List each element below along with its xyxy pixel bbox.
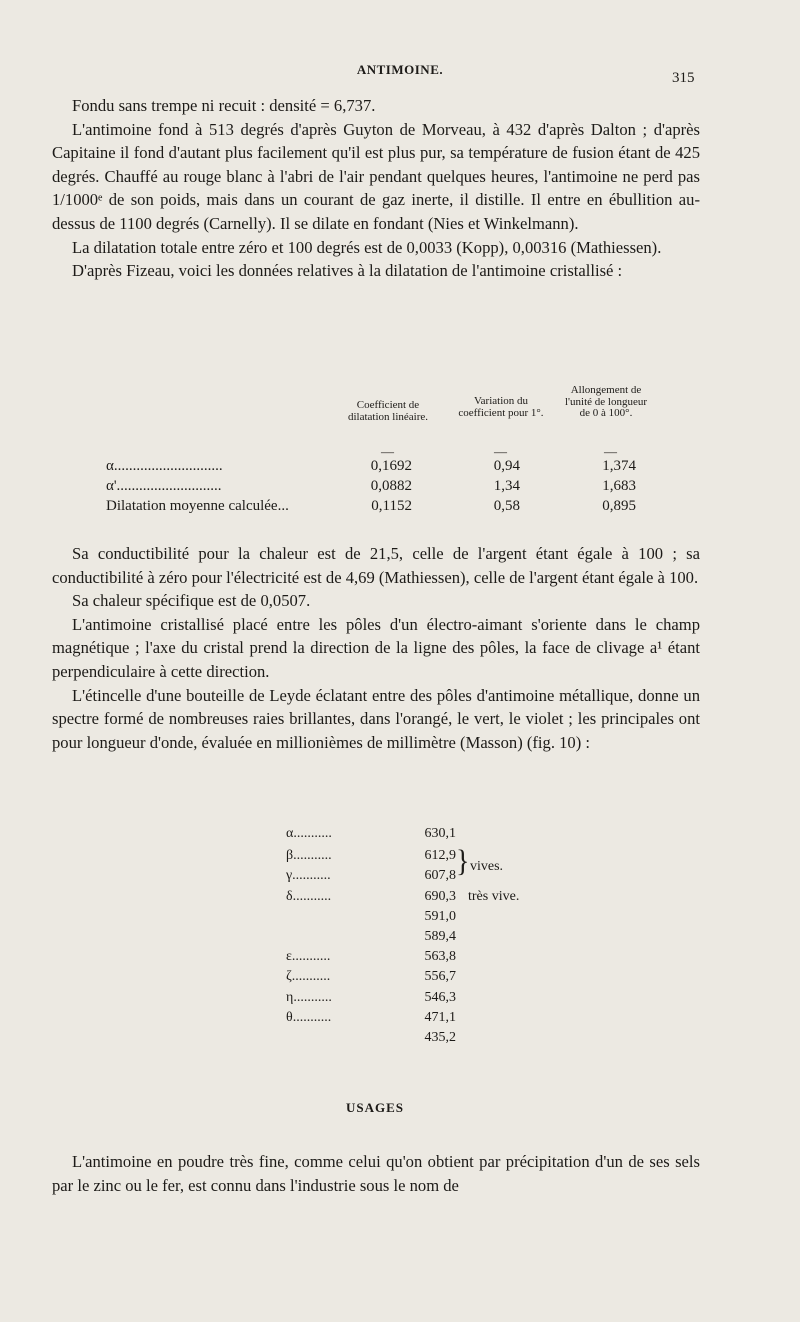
spectrum-value: 471,1 [424,1010,456,1025]
spectrum-value: 435,2 [424,1030,456,1045]
table-cell: 0,0882 [370,478,412,494]
section-heading: USAGES [345,1100,405,1115]
spectrum-label: β........... [286,848,332,863]
spectrum-value: 591,0 [424,909,456,924]
table-row-label: α............................. [106,458,223,474]
table-cell: 1,374 [602,458,636,474]
table-header-coefficient: Coefficient de dilatation linéaire. [347,399,429,423]
table-dash: — [494,444,507,459]
spectrum-value: 607,8 [424,868,456,883]
paragraph: L'antimoine en poudre très fine, comme celui qu'on obtient par précipitation d'un de ses sels par le zinc ou le fer, est connu dans l'industrie sous le nom de [52,1152,700,1195]
spectrum-value: 556,7 [424,969,456,984]
text-block-bottom [52,1150,700,1197]
spectrum-value: 630,1 [424,826,456,841]
spectrum-value: 563,8 [424,949,456,964]
table-cell: 1,683 [602,478,636,494]
page-number: 315 [672,70,695,86]
text-block-top [52,94,700,283]
paragraph: L'antimoine cristallisé placé entre les pôles d'un électro-aimant s'oriente dans le champ magnétique ; l'axe du cristal prend la direction de la ligne des pôles, la face de clivage a¹ étant perpendiculaire à cette direction. [52,614,700,681]
spectrum-label: θ........... [286,1010,332,1025]
spectrum-label: δ........... [286,889,332,904]
spectrum-label: η........... [286,990,332,1005]
paragraph: D'après Fizeau, voici les données relatives à la dilatation de l'antimoine cristallisé : [72,261,623,281]
table-cell: 0,94 [493,458,520,474]
text-block-middle [52,542,700,754]
spectrum-label: ζ........... [286,969,331,984]
spectrum-label: α........... [286,826,332,841]
table-cell: 0,895 [602,498,636,514]
spectrum-value: 612,9 [424,848,456,863]
table-dash: — [604,444,617,459]
table-header-allongement: Allongement de l'unité de longueur de 0 à 100°. [564,384,648,419]
table-row-label: α'............................ [106,478,222,494]
table-cell: 0,58 [493,498,520,514]
table-row-label: Dilatation moyenne calculée... [106,498,289,514]
table-header-variation: Variation du coefficient pour 1°. [458,395,544,419]
paragraph: Fondu sans trempe ni recuit : densité = 6,737. [72,96,376,115]
running-title: ANTIMOINE. [356,62,444,77]
table-cell: 0,1692 [370,458,412,474]
paragraph: Sa conductibilité pour la chaleur est de 21,5, celle de l'argent étant égale à 100 ; sa conductibilité à zéro pour l'électricité est de 4,69 (Mathiessen), celle de l'argent étant égale à 100. [52,544,700,587]
paragraph: L'étincelle d'une bouteille de Leyde éclatant entre des pôles d'antimoine métallique, donne un spectre formé de nombreuses raies brillantes, dans l'orangé, le vert, le violet ; les principales ont pour longueur d'onde, évaluée en millionièmes de millimètre (Masson) (fig. 10) : [52,685,700,752]
spectrum-label: ε........... [286,949,331,964]
table-dash: — [381,444,394,459]
brace: } [456,844,470,879]
spectrum-value: 546,3 [424,990,456,1005]
table-cell: 0,1152 [371,498,412,514]
table-cell: 1,34 [493,478,520,494]
paragraph: L'antimoine fond à 513 degrés d'après Guyton de Morveau, à 432 d'après Dalton ; d'après Capitaine il fond d'autant plus facilement qu'il est plus pur, sa température de fusion étant de 425 degrés. Chauffé au rouge blanc à l'abri de l'air pendant quelques heures, l'antimoine ne perd pas 1/1000ᵉ de son poids, mais dans un courant de gaz inerte, il distille. Il entre en ébullition au-dessus de 1100 degrés (Carnelly). Il se dilate en fondant (Nies et Winkelmann). [52,119,700,233]
paragraph: La dilatation totale entre zéro et 100 degrés est de 0,0033 (Kopp), 0,00316 (Mathiessen). [72,237,662,257]
spectrum-note-tres-vive: très vive. [468,889,520,904]
spectrum-note-vives: vives. [470,859,504,874]
spectrum-value: 589,4 [424,929,456,944]
spectrum-label: γ........... [286,868,331,883]
paragraph: Sa chaleur spécifique est de 0,0507. [72,591,311,611]
spectrum-value: 690,3 [424,889,456,904]
